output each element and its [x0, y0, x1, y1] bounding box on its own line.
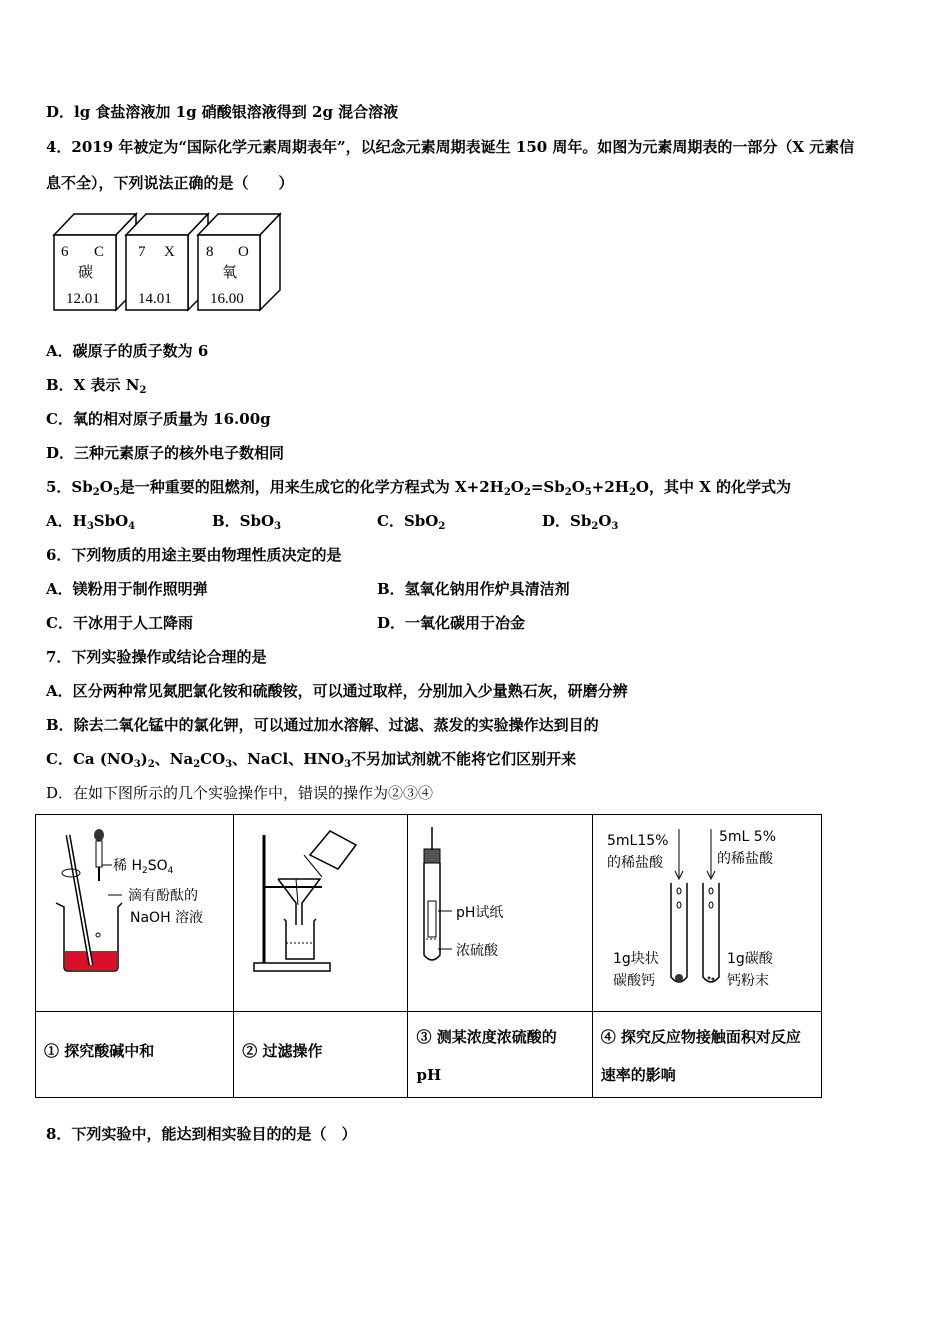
powder-label-1: 1g碳酸: [726, 951, 773, 967]
neutralization-illustration: [36, 815, 233, 1011]
figure-cell-ph-test: [408, 815, 592, 1012]
q6-stem: 6．下列物质的用途主要由物理性质决定的是: [46, 546, 342, 564]
filtration-illustration: [234, 815, 407, 1011]
reaction-rate-illustration: [593, 815, 821, 1011]
element-name: 氧: [222, 265, 238, 281]
q4-option-c: C．氧的相对原子质量为 16.00g: [46, 410, 271, 428]
q4-stem-line1: 4．2019 年被定为“国际化学元素周期表年”，以纪念元素周期表诞生 150 周年。如图为元素周期表的一部分（X 元素信: [46, 138, 855, 156]
hcl15-label-1: 5mL15%: [606, 833, 669, 849]
q6-option-b: B．氢氧化钠用作炉具清洁剂: [377, 580, 570, 598]
q6-option-c: C．干冰用于人工降雨: [46, 614, 193, 632]
element-symbol: X: [164, 244, 175, 260]
figure-cell-reaction-rate: [592, 815, 821, 1012]
q7-option-d: D．在如下图所示的几个实验操作中，错误的操作为②③④: [46, 784, 434, 802]
q6-option-a: A．镁粉用于制作照明弹: [46, 580, 208, 598]
hcl5-label-2: 的稀盐酸: [716, 851, 773, 867]
element-symbol: O: [238, 244, 249, 260]
q5-stem: 5．$Sb_2O_5$是一种重要的阻燃剂，用来生成它的化学方程式为 $X+2H_2O_2=Sb_2O_5+2H_2O$，其中 X 的化学式为: [46, 478, 792, 498]
hcl15-label-2: 的稀盐酸: [606, 855, 663, 871]
ph-paper-label: pH试纸: [456, 905, 504, 921]
element-number: 7: [138, 244, 146, 260]
q4-option-a: A．碳原子的质子数为 6: [46, 342, 209, 360]
periodic-table-fragment: [46, 210, 296, 315]
hcl5-label-1: 5mL 5%: [718, 829, 776, 845]
naoh-label-2: NaOH 溶液: [130, 910, 204, 926]
q8-stem: 8．下列实验中，能达到相实验目的的是（ ）: [46, 1125, 357, 1143]
q5-option-c: C．SbO$_2$: [377, 512, 446, 532]
acid-label: 稀 $H_2SO_4$: [113, 858, 174, 876]
experiment-figure-table: [35, 814, 822, 1098]
q7-stem: 7．下列实验操作或结论合理的是: [46, 648, 267, 666]
caption-neutralization: ① 探究酸碱中和: [36, 1012, 234, 1098]
figure-cell-filtration: [234, 815, 408, 1012]
element-symbol: C: [94, 244, 105, 260]
element-mass: 16.00: [210, 291, 244, 307]
lump-label-1: 1g块状: [612, 951, 659, 967]
powder-label-2: 钙粉末: [726, 973, 769, 989]
element-number: 8: [206, 244, 214, 260]
q4-option-d: D．三种元素原子的核外电子数相同: [46, 444, 285, 462]
ph-test-illustration: [408, 815, 591, 1011]
lump-label-2: 碳酸钙: [612, 973, 655, 989]
element-mass: 14.01: [138, 291, 172, 307]
caption-ph-test: ③ 测某浓度浓硫酸的 pH: [408, 1012, 592, 1098]
caption-reaction-rate: ④ 探究反应物接触面积对反应速率的影响: [592, 1012, 821, 1098]
q4-stem-line2: 息不全），下列说法正确的是（ ）: [46, 174, 294, 192]
q6-option-d: D．一氧化碳用于冶金: [377, 614, 526, 632]
q5-option-a: A．$H_3SbO_4$: [46, 512, 136, 532]
q5-option-d: D．$Sb_2O_3$: [542, 512, 619, 532]
q3-option-d: D．lg 食盐溶液加 1g 硝酸银溶液得到 2g 混合溶液: [46, 103, 399, 121]
q5-option-b: B．SbO$_3$: [212, 512, 282, 532]
naoh-label-1: 滴有酚酞的: [128, 888, 198, 904]
conc-acid-label: 浓硫酸: [456, 943, 499, 959]
element-name: 碳: [78, 265, 94, 281]
q4-option-b: B．X 表示 $N_2$: [46, 376, 147, 396]
element-mass: 12.01: [66, 291, 100, 307]
figure-cell-neutralization: [36, 815, 234, 1012]
caption-filtration: ② 过滤操作: [234, 1012, 408, 1098]
q7-option-c: C．Ca $(NO_3)_2$、$Na_2CO_3$、NaCl、$HNO_3$不另加试剂就不能将它们区别开来: [46, 750, 577, 770]
element-number: 6: [61, 244, 69, 260]
q7-option-b: B．除去二氧化锰中的氯化钾，可以通过加水溶解、过滤、蒸发的实验操作达到目的: [46, 716, 599, 734]
q7-option-a: A．区分两种常见氮肥氯化铵和硫酸铵，可以通过取样，分别加入少量熟石灰，研磨分辨: [46, 682, 628, 700]
